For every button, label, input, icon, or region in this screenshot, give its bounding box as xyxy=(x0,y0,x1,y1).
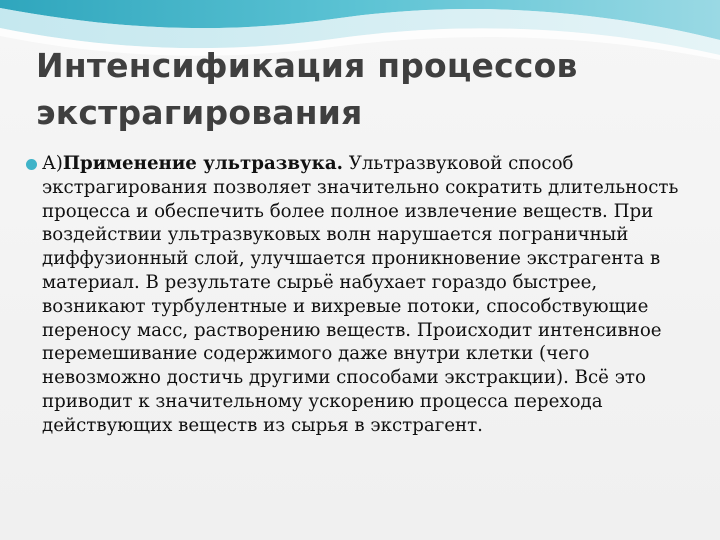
bullet-body-text: Ультразвуковой способ экстрагирования позволяет значительно сократить длительность процесса и обеспечить более полное извлечение веществ. При воздействии ультразвуковых волн нарушается пограничный диффузионный слой, улучшается проникновение экстрагента в материал. В результате сырьё набухает гораздо быстрее, возникают турбулентные и вихревые потоки, способствующие переносу масс, растворению веществ. Происходит интенсивное перемешивание содержимого даже внутри клетки (чего невозможно достичь другими способами экстракции). Всё это приводит к значительному ускорению процесса перехода действующих веществ из сырья в экстрагент. xyxy=(42,153,679,436)
bullet-item xyxy=(26,152,696,438)
slide-title: Интенсификация процессов экстрагирования xyxy=(36,46,578,132)
round-bullet-icon xyxy=(26,159,37,170)
bullet-bold-lead: Применение ультразвука. xyxy=(62,153,343,174)
slide-content xyxy=(26,152,696,438)
bullet-prefix: А) xyxy=(42,153,63,174)
bullet-paragraph xyxy=(42,152,696,438)
